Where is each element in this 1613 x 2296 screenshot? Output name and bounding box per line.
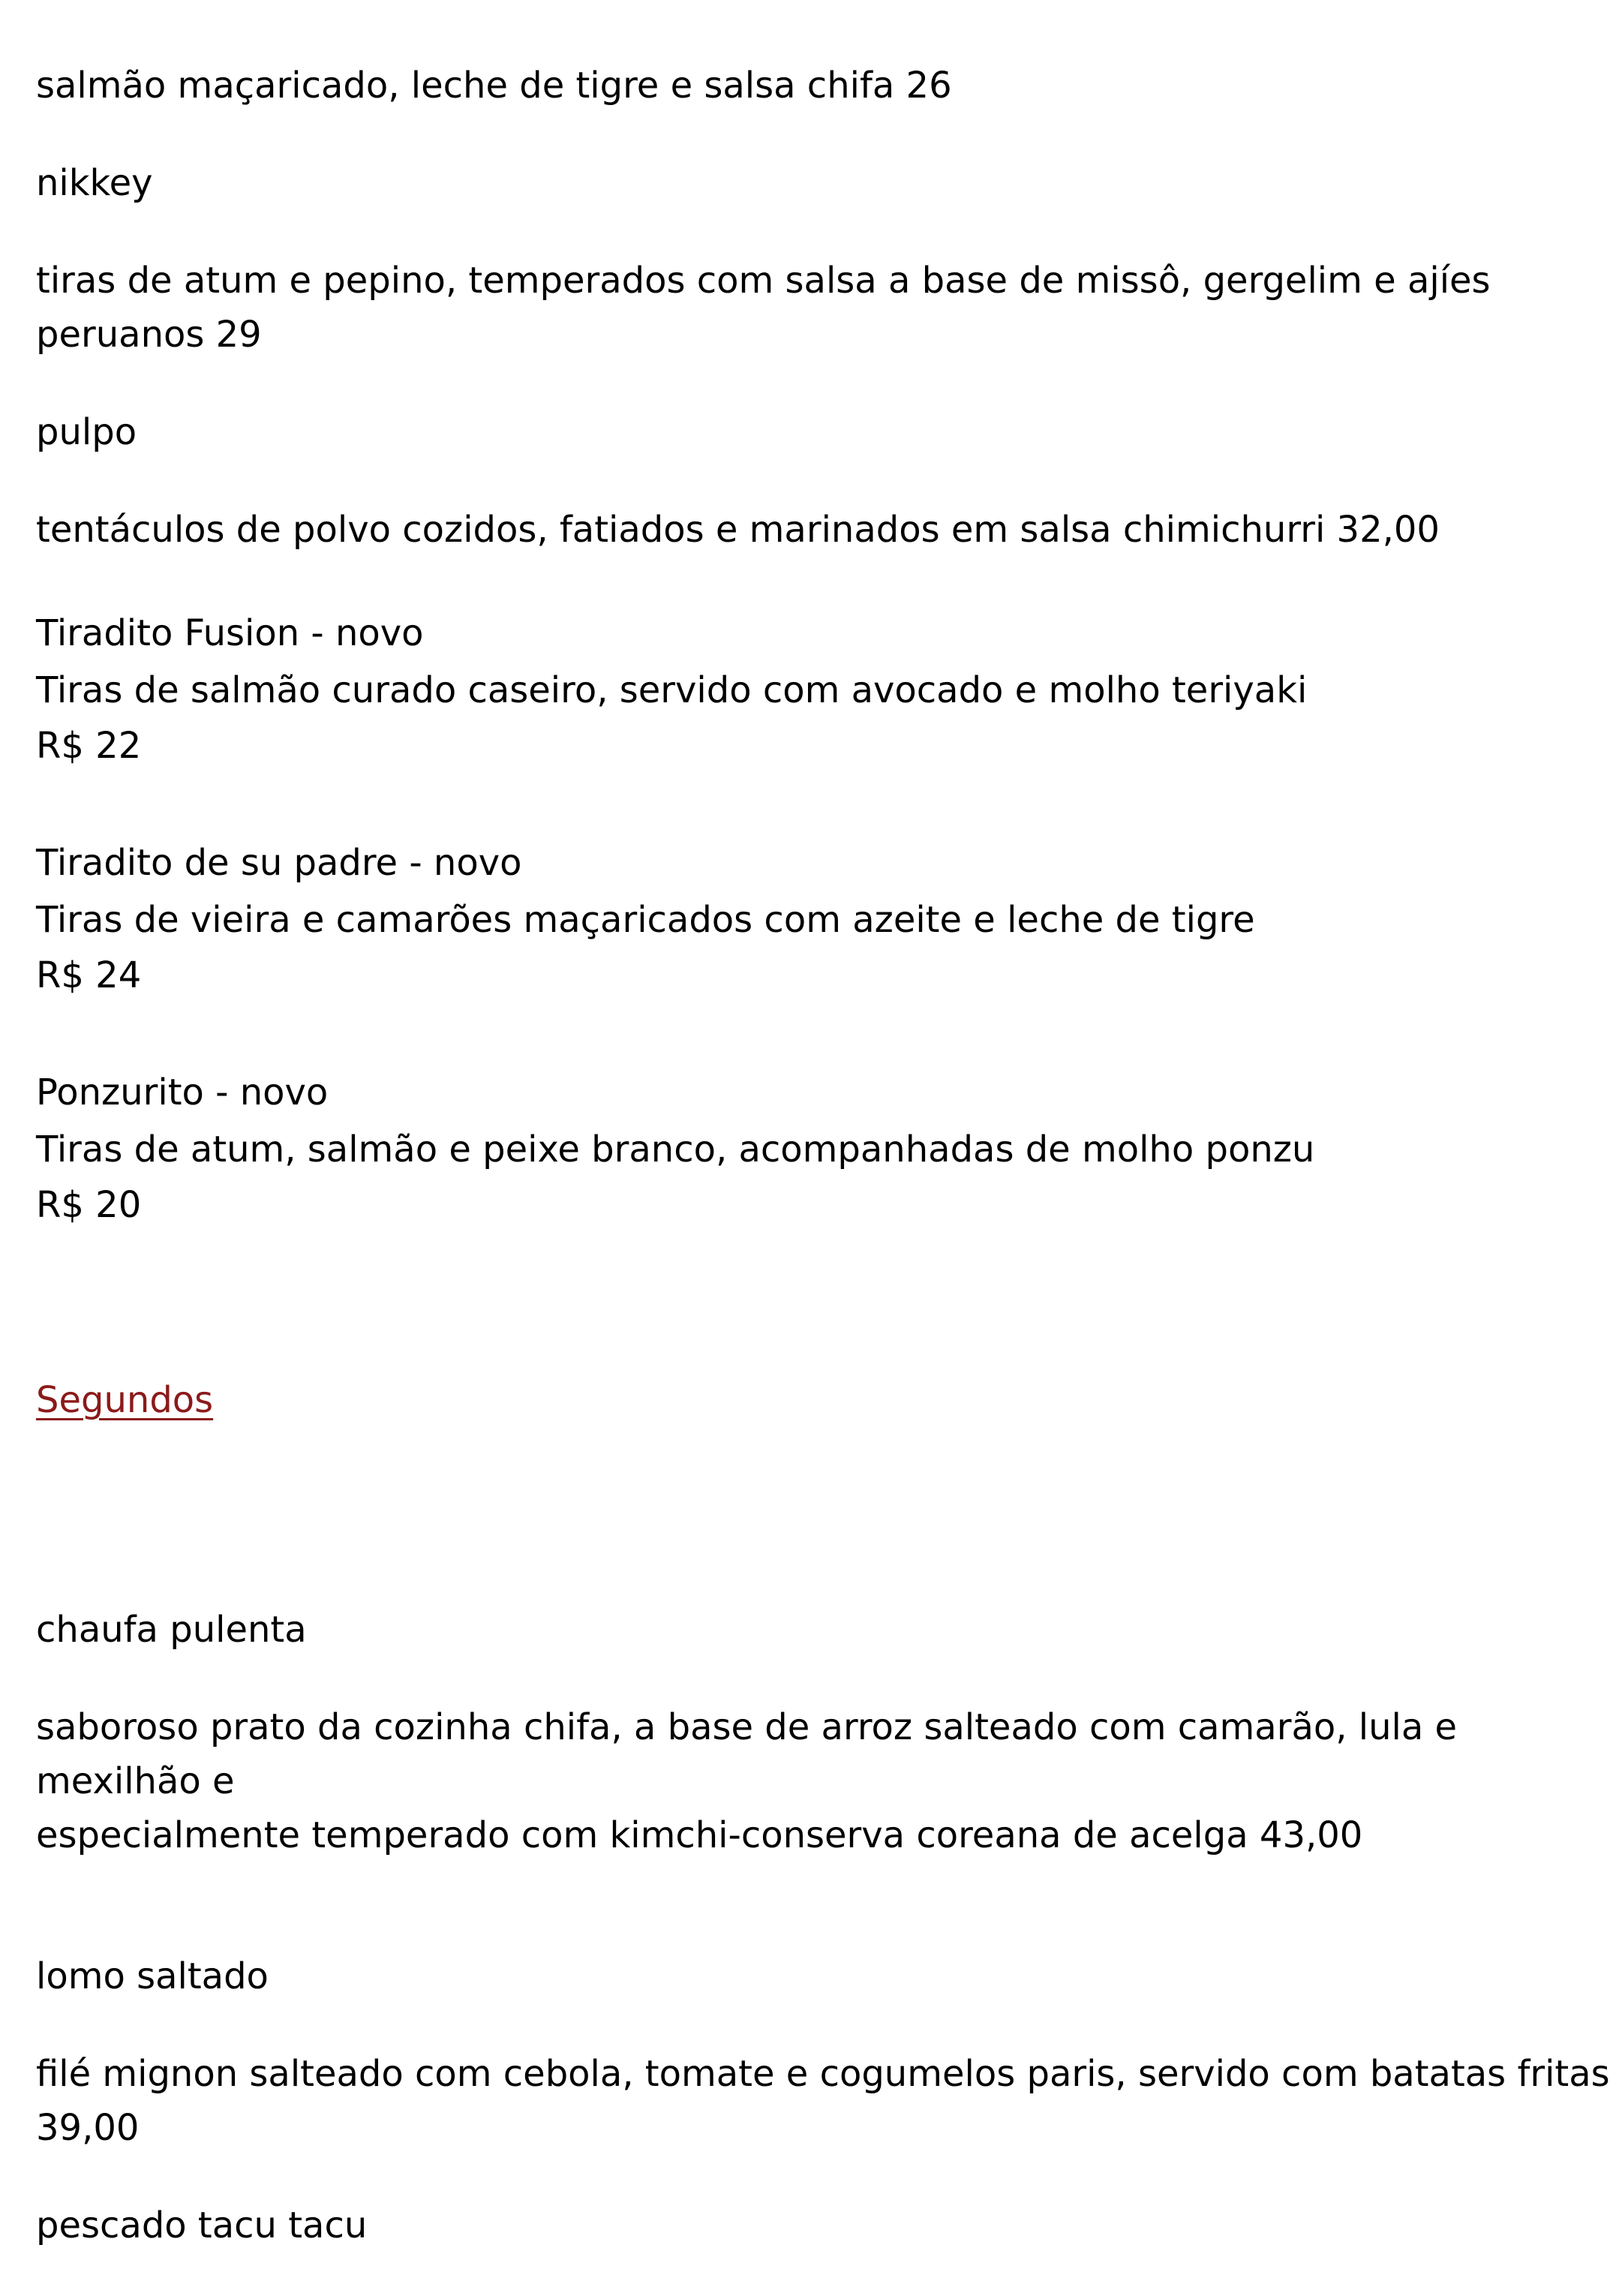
dish-description: especialmente temperado com kimchi-conserva coreana de acelga 43,00 xyxy=(36,1814,1363,1856)
dish-description: tentáculos de polvo cozidos, fatiados e marinados em salsa chimichurri 32,00 xyxy=(36,509,1440,551)
dish-price: R$ 24 xyxy=(36,954,142,996)
dish-description: saboroso prato da cozinha chifa, a base de arroz salteado com camarão, lula e xyxy=(36,1706,1458,1748)
dish-name: pulpo xyxy=(36,411,137,453)
dish-price: R$ 20 xyxy=(36,1184,142,1226)
dish-description: mexilhão e xyxy=(36,1760,235,1802)
dish-name: pescado tacu tacu xyxy=(36,2204,368,2246)
dish-name: nikkey xyxy=(36,162,153,204)
dish-name: chaufa pulenta xyxy=(36,1609,307,1651)
dish-description: salmão maçaricado, leche de tigre e salsa chifa 26 xyxy=(36,65,952,107)
dish-description: tiras de atum e pepino, temperados com salsa a base de missô, gergelim e ajíes xyxy=(36,260,1491,302)
dish-description: peruanos 29 xyxy=(36,314,262,356)
dish-description: Tiras de vieira e camarões maçaricados com azeite e leche de tigre xyxy=(36,899,1255,941)
dish-name: Tiradito Fusion - novo xyxy=(36,612,424,654)
dish-name: lomo saltado xyxy=(36,1955,269,1997)
dish-price: 39,00 xyxy=(36,2107,140,2149)
dish-price: R$ 22 xyxy=(36,725,142,767)
dish-description: Tiras de atum, salmão e peixe branco, acompanhadas de molho ponzu xyxy=(36,1128,1315,1171)
dish-name: Tiradito de su padre - novo xyxy=(36,842,522,884)
section-heading-segundos: Segundos xyxy=(36,1379,214,1421)
dish-description: filé mignon salteado com cebola, tomate e cogumelos paris, servido com batatas fritas xyxy=(36,2053,1610,2095)
dish-name: Ponzurito - novo xyxy=(36,1071,329,1113)
dish-description: Tiras de salmão curado caseiro, servido com avocado e molho teriyaki xyxy=(36,669,1308,711)
